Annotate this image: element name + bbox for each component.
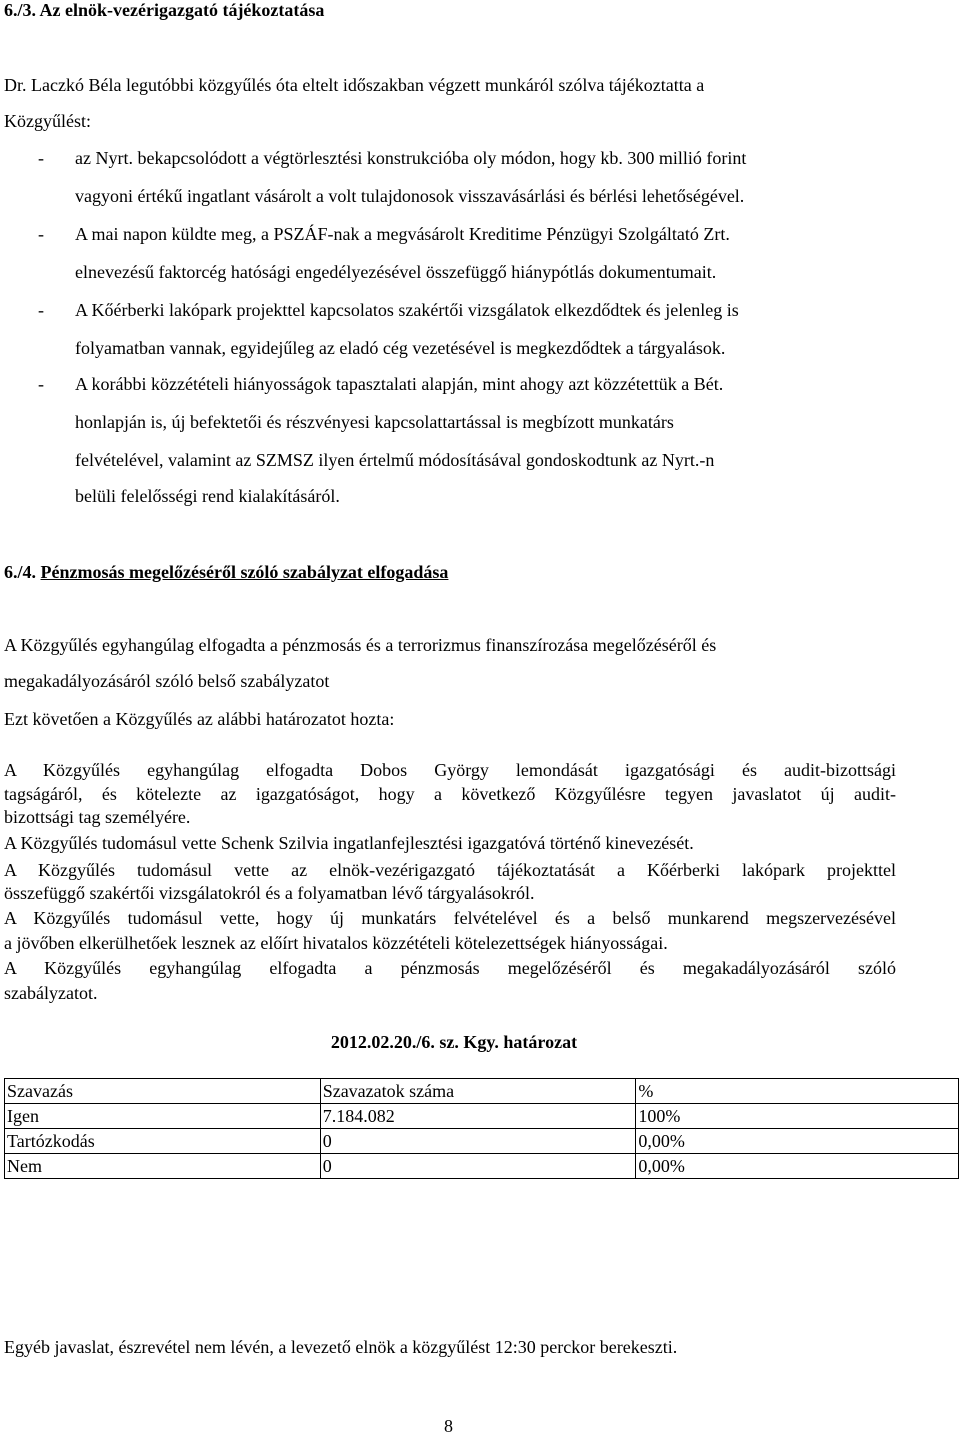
list-item-line: A Kőérberki lakópark projekttel kapcsolatos szakértői vizsgálatok elkezdődtek és jelenleg is xyxy=(75,300,739,320)
section-heading-6-4 xyxy=(4,562,448,583)
list-item-line: felvételével, valamint az SZMSZ ilyen értelmű módosításával gondoskodtunk az Nyrt.-n xyxy=(75,450,715,470)
list-dash: - xyxy=(38,300,44,320)
resolution-line: a jövőben elkerülhetőek lesznek az előírt hivatalos közzétételi kötelezettségek hiányosságai. xyxy=(4,933,668,953)
table-cell: Tartózkodás xyxy=(5,1129,321,1154)
table-cell: 100% xyxy=(636,1104,959,1129)
list-item-line: elnevezésű faktorcég hatósági engedélyezésével összefüggő hiánypótlás dokumentumait. xyxy=(75,262,717,282)
closing-statement: Egyéb javaslat, észrevétel nem lévén, a levezető elnök a közgyűlést 12:30 perckor berekeszti. xyxy=(4,1337,678,1357)
table-row xyxy=(5,1104,959,1129)
table-cell: Igen xyxy=(5,1104,321,1129)
list-item-line: vagyoni értékű ingatlant vásárolt a volt tulajdonosok visszavásárlási és bérlési lehetőségével. xyxy=(75,186,745,206)
table-cell: 0,00% xyxy=(636,1154,959,1179)
list-item-line: honlapján is, új befektetői és részvényesi kapcsolattartással is megbízott munkatárs xyxy=(75,412,674,432)
table-cell: 0,00% xyxy=(636,1129,959,1154)
list-item-line: az Nyrt. bekapcsolódott a végtörlesztési konstrukcióba oly módon, hogy kb. 300 millió forint xyxy=(75,148,747,168)
resolution-line: A Közgyűlés egyhangúlag elfogadta a pénzmosás megelőzéséről és megakadályozásáról szóló xyxy=(4,958,896,978)
resolution-line: A Közgyűlés tudomásul vette, hogy új munkatárs felvételével és a belső munkarend megszervezésével xyxy=(4,908,896,928)
resolution-line: szabályzatot. xyxy=(4,983,98,1003)
table-header-cell: % xyxy=(636,1079,959,1104)
table-header-cell: Szavazás xyxy=(5,1079,321,1104)
table-cell: Nem xyxy=(5,1154,321,1179)
table-cell: 0 xyxy=(320,1154,636,1179)
list-item-line: A korábbi közzétételi hiányosságok tapasztalati alapján, mint ahogy azt közzétettük a Bét. xyxy=(75,374,724,394)
paragraph-line: A Közgyűlés egyhangúlag elfogadta a pénzmosás és a terrorizmus finanszírozása megelőzéséről és xyxy=(4,635,717,655)
resolution-line: tagságáról, és kötelezte az igazgatóságot, hogy a következő Közgyűlésre tegyen javaslatot új audit- xyxy=(4,784,896,804)
intro-line-1: Dr. Laczkó Béla legutóbbi közgyűlés óta eltelt időszakban végzett munkáról szólva tájékoztatta a xyxy=(4,75,705,95)
resolution-line: A Közgyűlés tudomásul vette az elnök-vezérigazgató tájékoztatását a Kőérberki lakópark projekttel xyxy=(4,860,896,880)
list-item-line: folyamatban vannak, egyidejűleg az eladó cég vezetésével is megkezdődtek a tárgyalások. xyxy=(75,338,726,358)
section-heading-6-3: 6./3. Az elnök-vezérigazgató tájékoztatása xyxy=(4,0,325,20)
table-cell: 0 xyxy=(320,1129,636,1154)
paragraph-line: Ezt követően a Közgyűlés az alábbi határozatot hozta: xyxy=(4,709,395,729)
table-cell: 7.184.082 xyxy=(320,1104,636,1129)
table-row xyxy=(5,1129,959,1154)
table-header-row xyxy=(5,1079,959,1104)
page-number: 8 xyxy=(444,1416,453,1436)
resolution-line: A Közgyűlés egyhangúlag elfogadta Dobos György lemondását igazgatósági és audit-bizottsági xyxy=(4,760,896,780)
resolution-line: bizottsági tag személyére. xyxy=(4,807,191,827)
intro-line-2: Közgyűlést: xyxy=(4,111,91,131)
list-dash: - xyxy=(38,148,44,168)
section-title: Pénzmosás megelőzéséről szóló szabályzat elfogadása xyxy=(40,562,449,582)
section-number: 6./4. xyxy=(4,562,37,582)
paragraph-line: megakadályozásáról szóló belső szabályzatot xyxy=(4,671,330,691)
list-item-line: belüli felelősségi rend kialakításáról. xyxy=(75,486,340,506)
list-dash: - xyxy=(38,374,44,394)
resolution-line: összefüggő szakértői vizsgálatokról és a folyamatban lévő tárgyalásokról. xyxy=(4,883,535,903)
list-item-line: A mai napon küldte meg, a PSZÁF-nak a megvásárolt Kreditime Pénzügyi Szolgáltató Zrt. xyxy=(75,224,730,244)
table-row xyxy=(5,1154,959,1179)
table-header-cell: Szavazatok száma xyxy=(320,1079,636,1104)
resolution-line: A Közgyűlés tudomásul vette Schenk Szilvia ingatlanfejlesztési igazgatóvá történő kinevezését. xyxy=(4,833,694,853)
list-dash: - xyxy=(38,224,44,244)
vote-table xyxy=(4,1078,959,1179)
resolution-title: 2012.02.20./6. sz. Kgy. határozat xyxy=(330,1032,578,1052)
